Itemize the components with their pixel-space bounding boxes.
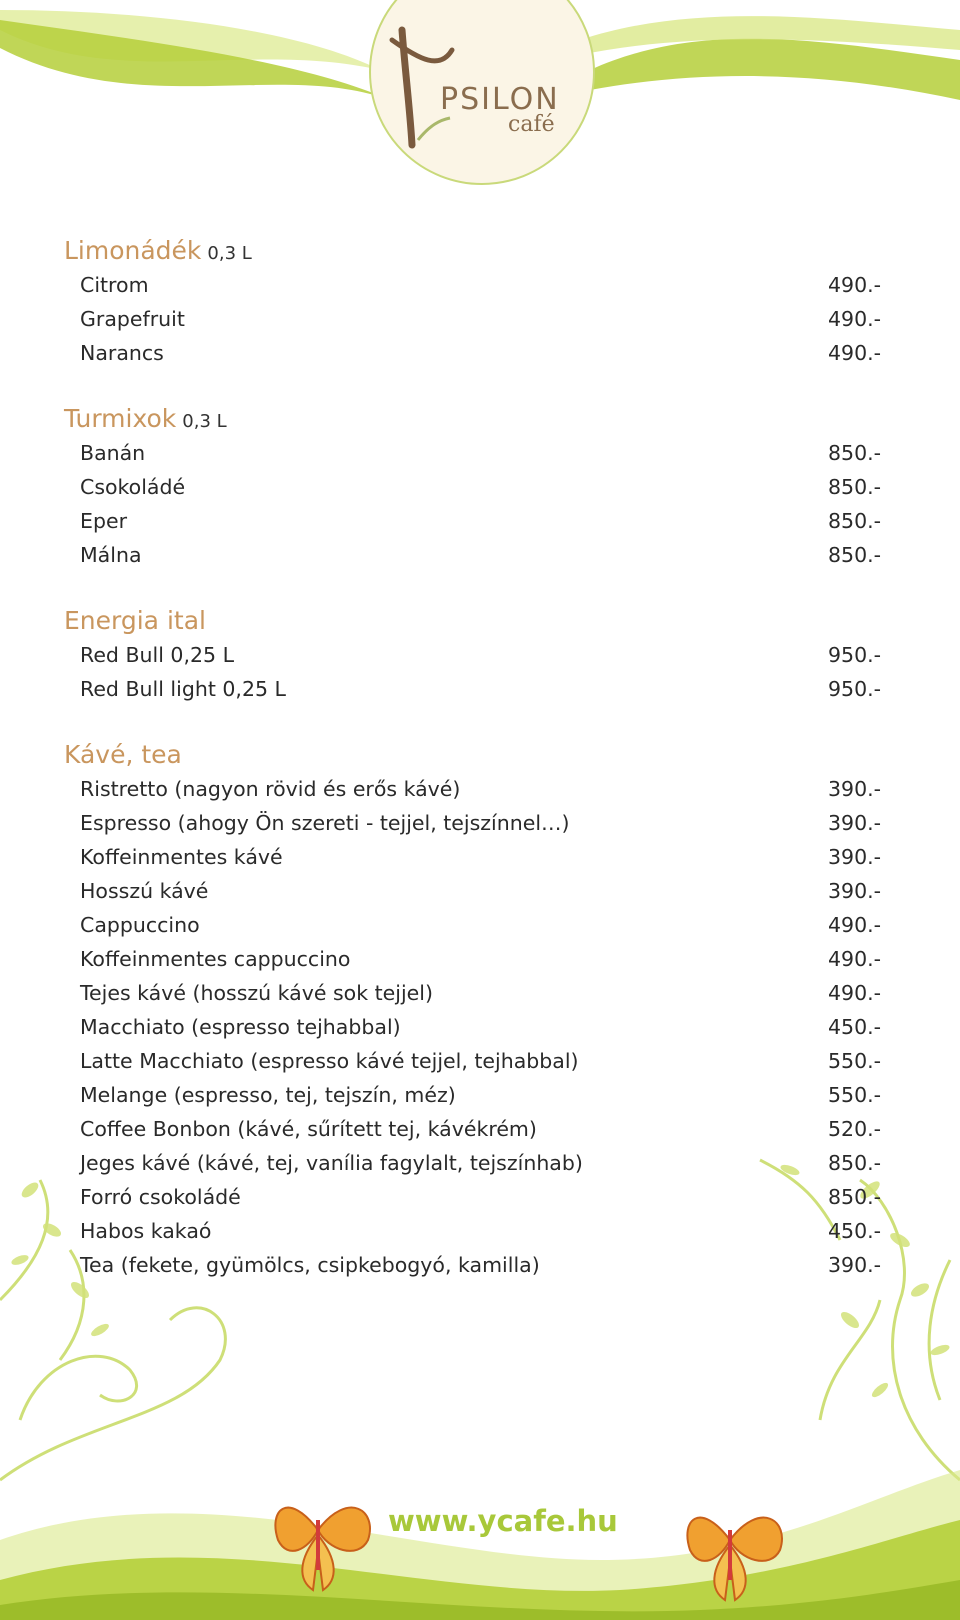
item-name: Narancs [80, 341, 164, 365]
menu-item [64, 302, 888, 336]
menu-item [64, 806, 888, 840]
menu-item [64, 470, 888, 504]
item-price: 490.- [828, 947, 882, 971]
menu-item [64, 538, 888, 572]
menu-item [64, 1180, 888, 1214]
item-price: 950.- [828, 643, 882, 667]
item-price: 550.- [828, 1049, 882, 1073]
menu-item [64, 504, 888, 538]
item-name: Citrom [80, 273, 149, 297]
menu-item [64, 672, 888, 706]
item-name: Eper [80, 509, 128, 533]
section-heading [64, 402, 888, 436]
item-price: 490.- [828, 981, 882, 1005]
website-link[interactable]: www.ycafe.hu [388, 1504, 618, 1538]
item-price: 850.- [828, 1185, 882, 1209]
item-price: 550.- [828, 1083, 882, 1107]
item-name: Tea (fekete, gyümölcs, csipkebogyó, kamilla) [80, 1253, 540, 1277]
item-name: Coffee Bonbon (kávé, sűrített tej, kávékrém) [80, 1117, 537, 1141]
menu-list [64, 234, 888, 1314]
item-name: Ristretto (nagyon rövid és erős kávé) [80, 777, 461, 801]
menu-item [64, 1214, 888, 1248]
item-name: Espresso (ahogy Ön szereti - tejjel, tejszínnel…) [80, 811, 570, 835]
section-unit: 0,3 L [182, 411, 227, 432]
item-price: 450.- [828, 1015, 882, 1039]
section-heading [64, 234, 888, 268]
item-price: 490.- [828, 341, 882, 365]
menu-item [64, 638, 888, 672]
item-price: 450.- [828, 1219, 882, 1243]
item-price: 390.- [828, 879, 882, 903]
item-name: Málna [80, 543, 142, 567]
section-heading [64, 604, 888, 638]
menu-section-energia-ital [64, 604, 888, 706]
menu-item [64, 436, 888, 470]
item-name: Tejes kávé (hosszú kávé sok tejjel) [80, 981, 433, 1005]
item-price: 950.- [828, 677, 882, 701]
item-price: 390.- [828, 1253, 882, 1277]
section-heading [64, 738, 888, 772]
item-name: Grapefruit [80, 307, 185, 331]
item-name: Forró csokoládé [80, 1185, 241, 1209]
menu-item [64, 976, 888, 1010]
logo-subtitle: café [508, 112, 555, 137]
item-name: Melange (espresso, tej, tejszín, méz) [80, 1083, 456, 1107]
menu-item [64, 268, 888, 302]
item-name: Banán [80, 441, 146, 465]
item-name: Macchiato (espresso tejhabbal) [80, 1015, 401, 1039]
item-name: Hosszú kávé [80, 879, 209, 903]
item-name: Koffeinmentes cappuccino [80, 947, 351, 971]
item-price: 490.- [828, 307, 882, 331]
section-title: Kávé, tea [64, 740, 182, 769]
item-name: Red Bull light 0,25 L [80, 677, 286, 701]
section-title: Limonádék [64, 236, 202, 265]
item-price: 850.- [828, 543, 882, 567]
menu-item [64, 942, 888, 976]
item-price: 520.- [828, 1117, 882, 1141]
item-name: Jeges kávé (kávé, tej, vanília fagylalt, tejszínhab) [80, 1151, 583, 1175]
item-name: Koffeinmentes kávé [80, 845, 283, 869]
item-price: 850.- [828, 475, 882, 499]
item-price: 850.- [828, 441, 882, 465]
item-name: Cappuccino [80, 913, 200, 937]
item-price: 390.- [828, 811, 882, 835]
menu-section-turmixok [64, 402, 888, 572]
item-name: Red Bull 0,25 L [80, 643, 235, 667]
menu-item [64, 1010, 888, 1044]
menu-item [64, 1078, 888, 1112]
menu-section-limonadek [64, 234, 888, 370]
logo-wordmark: PSILON [440, 82, 560, 117]
menu-item [64, 772, 888, 806]
menu-section-kave-tea [64, 738, 888, 1282]
item-price: 390.- [828, 845, 882, 869]
menu-item [64, 840, 888, 874]
menu-item [64, 1248, 888, 1282]
item-price: 850.- [828, 1151, 882, 1175]
menu-item [64, 908, 888, 942]
menu-item [64, 1146, 888, 1180]
menu-item [64, 336, 888, 370]
menu-item [64, 1044, 888, 1078]
section-title: Turmixok [64, 404, 177, 433]
section-title: Energia ital [64, 606, 206, 635]
menu-item [64, 1112, 888, 1146]
item-name: Habos kakaó [80, 1219, 212, 1243]
item-name: Latte Macchiato (espresso kávé tejjel, tejhabbal) [80, 1049, 579, 1073]
item-price: 850.- [828, 509, 882, 533]
item-price: 390.- [828, 777, 882, 801]
item-price: 490.- [828, 273, 882, 297]
item-price: 490.- [828, 913, 882, 937]
item-name: Csokoládé [80, 475, 186, 499]
section-unit: 0,3 L [207, 243, 252, 264]
menu-item [64, 874, 888, 908]
